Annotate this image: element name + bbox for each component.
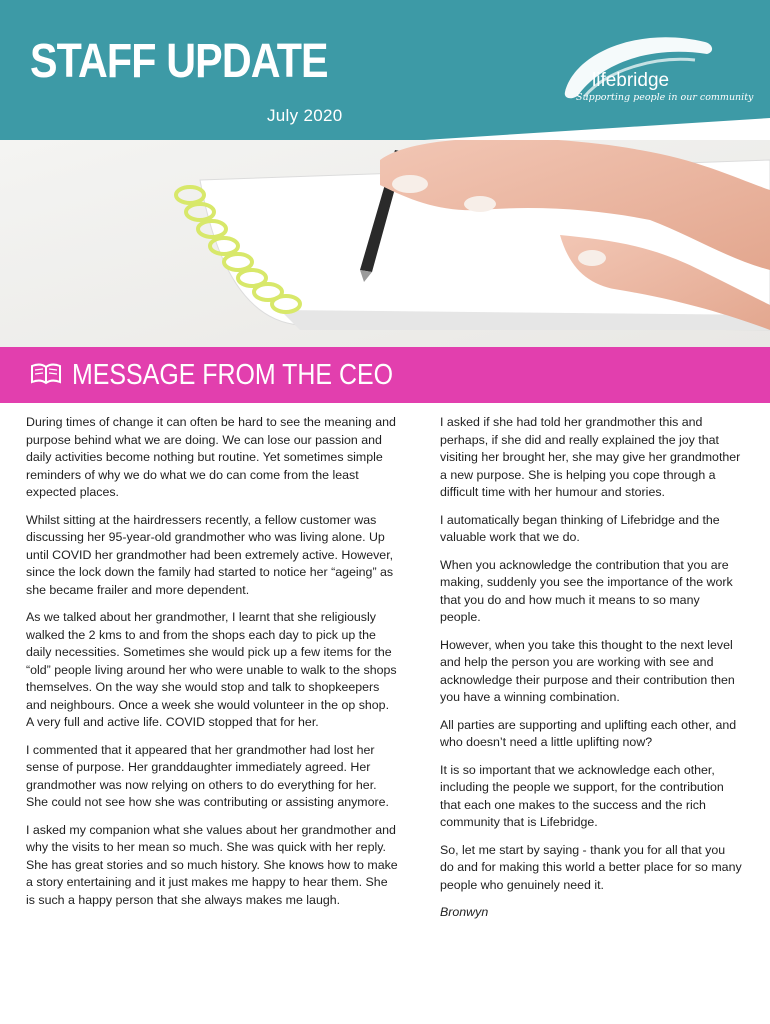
paragraph: As we talked about her grandmother, I learnt that she religiously walked the 2 kms to and from the shops each day to pick up the daily necessities. Sometimes she would pick up a few items for the “old” people living around her who were unable to walk to the shops themselves. On the way she would stop and talk to shopkeepers and neighbours. Once a week she would volunteer in the op shop. A very full and active life. COVID stopped that for her. bbox=[26, 610, 397, 729]
section-banner bbox=[0, 347, 770, 403]
section-title: MESSAGE FROM THE CEO bbox=[72, 359, 394, 391]
paragraph: I asked if she had told her grandmother this and perhaps, if she did and really explained the joy that visiting her brought her, she may give her grandmother a new purpose. She is helping you cope through a difficult time with her humour and stories. bbox=[440, 415, 741, 499]
signature: Bronwyn bbox=[440, 905, 489, 919]
hero-photo bbox=[0, 140, 770, 347]
left-column bbox=[26, 414, 398, 919]
book-icon bbox=[30, 362, 62, 386]
issue-date: July 2020 bbox=[267, 106, 343, 125]
paragraph: I asked my companion what she values about her grandmother and why the visits to her mean so much. She was quick with her reply. She has great stories and so much history. She knows how to make a story entertaining and it just makes me happy to hear them. She is such a happy person that she always makes me laugh. bbox=[26, 822, 398, 907]
logo-wordmark: lifebridge bbox=[592, 70, 670, 91]
paragraph: Whilst sitting at the hairdressers recently, a fellow customer was discussing her 95-year-old grandmother who was living alone. Up until COVID her grandmother had been extremely active. However, since the lock down the family had started to notice her “ageing” as she became frailer and more dependent. bbox=[26, 512, 394, 597]
paragraph: I automatically began thinking of Lifebridge and the valuable work that we do. bbox=[440, 512, 720, 544]
header bbox=[0, 0, 770, 160]
paragraph: When you acknowledge the contribution that you are making, suddenly you see the importance of the work that you do and how much it means to so many people. bbox=[440, 557, 733, 624]
paragraph: During times of change it can often be hard to see the meaning and purpose behind what we are doing. We can lose our passion and daily activities become nothing but routine. Yet sometimes simple reminders of why we do what we do can come from the least expected places. bbox=[26, 415, 396, 499]
paragraph: It is so important that we acknowledge each other, including the people we support, for the contribution that each one makes to the success and the rich community that is Lifebridge. bbox=[440, 762, 724, 829]
paragraph: However, when you take this thought to the next level and help the person you are working with see and acknowledge their purpose and their contribution then you have a winning combination. bbox=[440, 637, 735, 704]
paragraph: All parties are supporting and uplifting each other, and who doesn’t need a little uplifting now? bbox=[440, 717, 737, 749]
page-title: STAFF UPDATE bbox=[30, 35, 328, 88]
logo-tagline: Supporting people in our community bbox=[576, 92, 754, 103]
paragraph: So, let me start by saying - thank you for all that you do and for making this world a better place for so many people who genuinely need it. bbox=[440, 842, 742, 892]
right-column bbox=[440, 414, 742, 932]
paragraph: I commented that it appeared that her grandmother had lost her sense of purpose. Her granddaughter immediately agreed. Her grandmother was now relying on others to do everything for her. She could not see how she was contributing or assisting anymore. bbox=[26, 742, 389, 809]
